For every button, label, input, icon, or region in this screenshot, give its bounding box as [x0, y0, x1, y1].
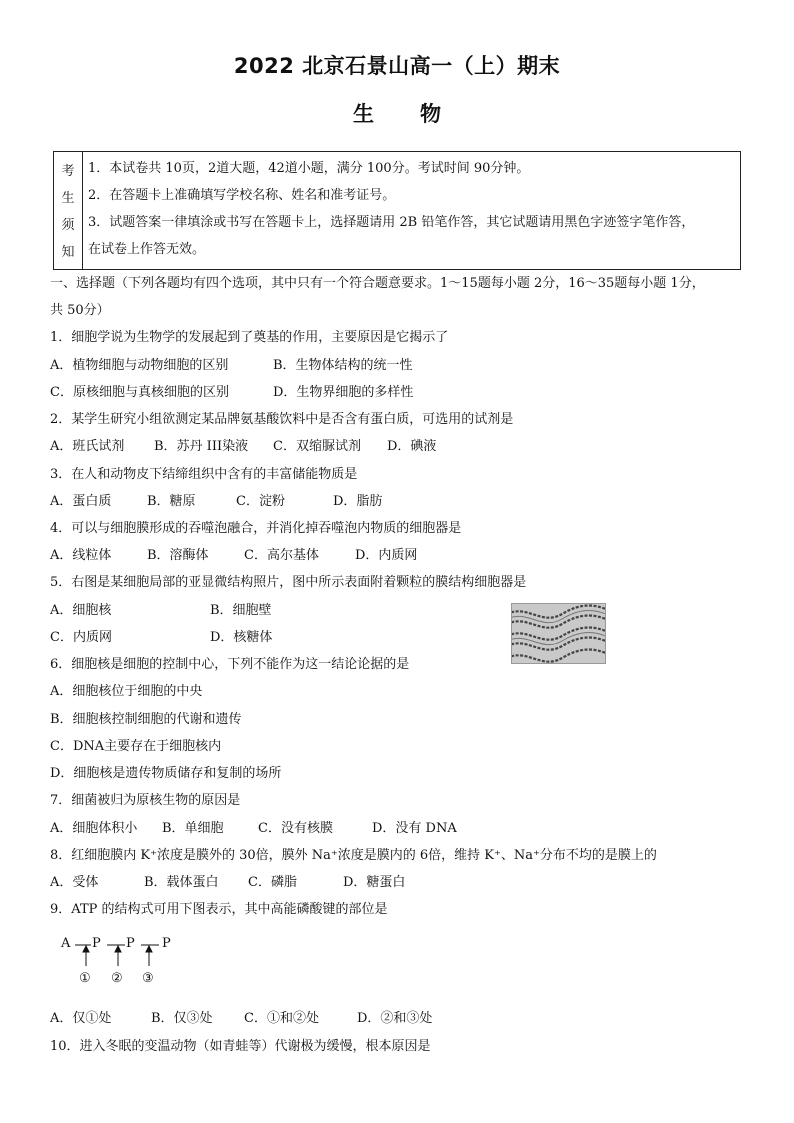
option-b: B．生物体结构的统一性	[273, 358, 413, 373]
option-a: A．班氏试剂	[50, 439, 125, 454]
option-c: C．内质网	[50, 630, 112, 645]
question-stem: 1．细胞学说为生物学的发展起到了奠基的作用，主要原因是它揭示了	[50, 330, 449, 345]
option-b: B．载体蛋白	[144, 875, 219, 890]
atp-letter-p3: P	[162, 936, 171, 951]
option-c: C．双缩脲试剂	[273, 439, 361, 454]
option-a: A．蛋白质	[50, 494, 112, 509]
question-stem: 9．ATP 的结构式可用下图表示，其中高能磷酸键的部位是	[50, 902, 388, 917]
option-c: C．①和②处	[244, 1011, 319, 1026]
subject-title: 生物	[353, 102, 487, 126]
option-d: D．脂肪	[333, 494, 383, 509]
atp-bond-drawing	[58, 934, 198, 974]
option-b: B．溶酶体	[147, 548, 209, 563]
option-c: C．原核细胞与真核细胞的区别	[50, 385, 229, 400]
notice-label-char: 知	[61, 245, 75, 260]
notice-line: 在试卷上作答无效。	[88, 242, 206, 257]
question-stem: 4．可以与细胞膜形成的吞噬泡融合，并消化掉吞噬泡内物质的细胞器是	[50, 521, 462, 536]
option-a: A．受体	[50, 875, 99, 890]
option-d: D．碘液	[387, 439, 437, 454]
option-b: B．苏丹 III染液	[154, 439, 249, 454]
question-stem: 6．细胞核是细胞的控制中心，下列不能作为这一结论论据的是	[50, 657, 410, 672]
notice-line: 3．试题答案一律填涂或书写在答题卡上，选择题请用 2B 铅笔作答，其它试题请用黑色字迹签字笔作答，	[88, 215, 695, 230]
option-b: B．细胞壁	[210, 603, 272, 618]
question-stem: 8．红细胞膜内 K⁺浓度是膜外的 30倍，膜外 Na⁺浓度是膜内的 6倍，维持 K⁺、Na⁺分布不均的是膜上的	[50, 848, 657, 863]
atp-structure-figure	[58, 934, 198, 990]
option-a: A．仅①处	[50, 1011, 112, 1026]
option-c: C．磷脂	[248, 875, 297, 890]
option-a: A．细胞核位于细胞的中央	[50, 684, 203, 699]
atp-marker-2: ②	[111, 971, 123, 986]
option-d: D．生物界细胞的多样性	[273, 385, 414, 400]
option-a: A．细胞核	[50, 603, 112, 618]
option-d: D．细胞核是遗传物质储存和复制的场所	[50, 766, 282, 781]
option-b: B．糖原	[147, 494, 196, 509]
notice-label-column	[54, 152, 83, 269]
micrograph-image	[511, 603, 606, 664]
exam-notice-box	[53, 151, 741, 270]
micrograph-drawing	[512, 604, 606, 664]
question-stem: 7．细菌被归为原核生物的原因是	[50, 793, 241, 808]
notice-label-char: 须	[61, 218, 75, 233]
question-stem: 3．在人和动物皮下结缔组织中含有的丰富储能物质是	[50, 467, 358, 482]
option-d: D．内质网	[355, 548, 418, 563]
option-d: D．糖蛋白	[343, 875, 406, 890]
option-c: C．高尔基体	[244, 548, 319, 563]
atp-letter-a: A	[61, 936, 71, 951]
option-a: A．植物细胞与动物细胞的区别	[50, 358, 229, 373]
option-b: B．细胞核控制细胞的代谢和遗传	[50, 712, 242, 727]
option-c: C．没有核膜	[258, 821, 333, 836]
option-c: C．淀粉	[236, 494, 285, 509]
page-title: 2022 北京石景山高一（上）期末	[233, 54, 561, 78]
notice-label-char: 生	[61, 191, 75, 206]
notice-line: 2．在答题卡上准确填写学校名称、姓名和准考证号。	[88, 188, 396, 203]
option-a: A．线粒体	[50, 548, 112, 563]
notice-line: 1．本试卷共 10页，2道大题，42道小题，满分 100分。考试时间 90分钟。	[88, 161, 530, 176]
option-b: B．仅③处	[151, 1011, 213, 1026]
section-instruction: 共 50分）	[50, 303, 110, 318]
option-d: D．没有 DNA	[372, 821, 457, 836]
question-stem: 5．右图是某细胞局部的亚显微结构照片，图中所示表面附着颗粒的膜结构细胞器是	[50, 575, 527, 590]
notice-label-char: 考	[61, 164, 75, 179]
atp-marker-3: ③	[142, 971, 154, 986]
atp-letter-p1: P	[92, 936, 101, 951]
option-a: A．细胞体积小	[50, 821, 138, 836]
option-b: B．单细胞	[162, 821, 224, 836]
question-stem: 2．某学生研究小组欲测定某品牌氨基酸饮料中是否含有蛋白质，可选用的试剂是	[50, 412, 514, 427]
option-d: D．②和③处	[357, 1011, 433, 1026]
atp-marker-1: ①	[79, 971, 91, 986]
option-d: D．核糖体	[210, 630, 273, 645]
option-c: C．DNA主要存在于细胞核内	[50, 739, 222, 754]
atp-letter-p2: P	[126, 936, 135, 951]
section-instruction: 一、选择题（下列各题均有四个选项，其中只有一个符合题意要求。1～15题每小题 2分，16～35题每小题 1分，	[50, 276, 705, 291]
question-stem: 10．进入冬眠的变温动物（如青蛙等）代谢极为缓慢，根本原因是	[50, 1039, 431, 1054]
